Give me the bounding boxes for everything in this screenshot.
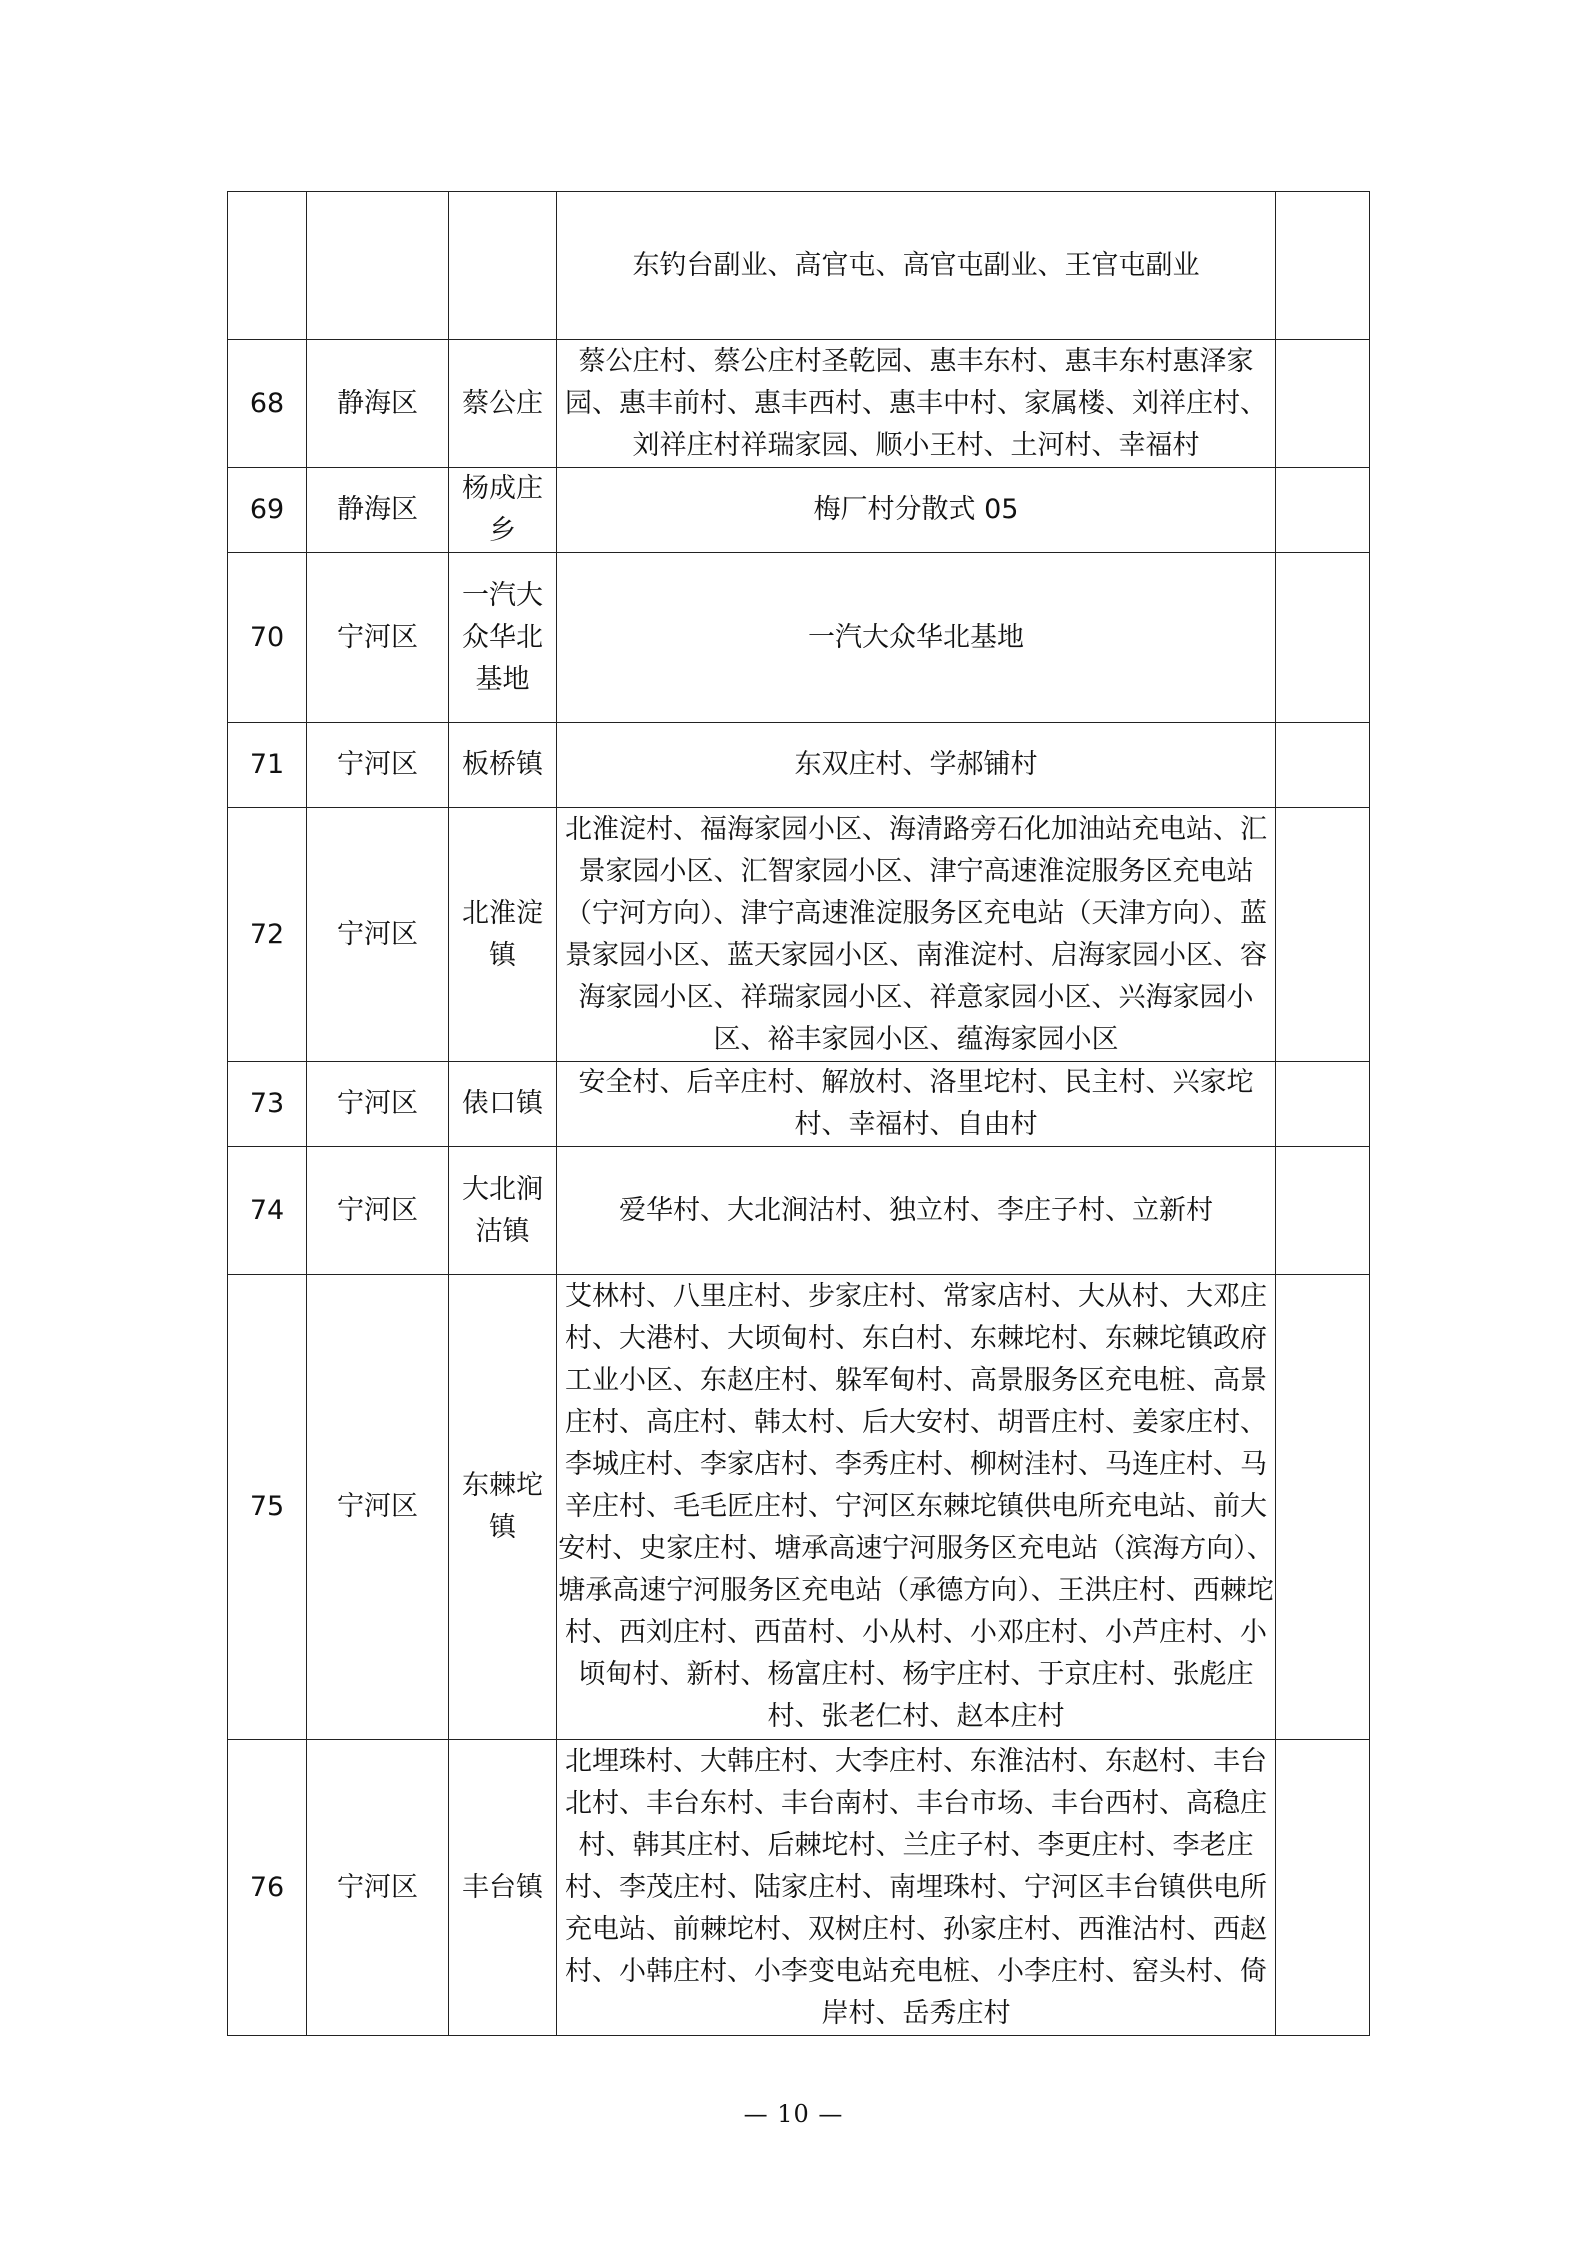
row-number: 73 <box>228 1062 307 1147</box>
table-row <box>228 1740 1370 2036</box>
table-row <box>228 808 1370 1062</box>
station-list-cell: 梅厂村分散式 05 <box>557 468 1276 553</box>
station-list-cell: 一汽大众华北基地 <box>557 553 1276 723</box>
district-cell: 宁河区 <box>307 1275 449 1740</box>
table-row <box>228 192 1370 340</box>
town-cell: 俵口镇 <box>449 1062 557 1147</box>
district-cell: 宁河区 <box>307 1062 449 1147</box>
town-cell: 大北涧沽镇 <box>449 1147 557 1275</box>
remark-cell <box>1276 723 1370 808</box>
document-page <box>227 191 1368 2036</box>
town-cell: 东棘坨镇 <box>449 1275 557 1740</box>
remark-cell <box>1276 192 1370 340</box>
remark-cell <box>1276 340 1370 468</box>
table-row <box>228 1062 1370 1147</box>
district-cell: 宁河区 <box>307 1147 449 1275</box>
station-list-cell: 安全村、后辛庄村、解放村、洛里坨村、民主村、兴家坨村、幸福村、自由村 <box>557 1062 1276 1147</box>
district-cell: 宁河区 <box>307 723 449 808</box>
district-cell: 静海区 <box>307 340 449 468</box>
remark-cell <box>1276 1062 1370 1147</box>
table-row <box>228 1275 1370 1740</box>
station-list-cell: 艾林村、八里庄村、步家庄村、常家店村、大从村、大邓庄村、大港村、大顷甸村、东白村、东棘坨村、东棘坨镇政府工业小区、东赵庄村、躲军甸村、高景服务区充电桩、高景庄村、高庄村、韩太村、后大安村、胡晋庄村、姜家庄村、李城庄村、李家店村、李秀庄村、柳树洼村、马连庄村、马辛庄村、毛毛匠庄村、宁河区东棘坨镇供电所充电站、前大安村、史家庄村、塘承高速宁河服务区充电站（滨海方向）、塘承高速宁河服务区充电站（承德方向）、王洪庄村、西棘坨村、西刘庄村、西苗村、小从村、小邓庄村、小芦庄村、小顷甸村、新村、杨富庄村、杨宇庄村、于京庄村、张彪庄村、张老仁村、赵本庄村 <box>557 1275 1276 1740</box>
row-number <box>228 192 307 340</box>
remark-cell <box>1276 1740 1370 2036</box>
row-number: 68 <box>228 340 307 468</box>
remark-cell <box>1276 808 1370 1062</box>
row-number: 69 <box>228 468 307 553</box>
town-cell: 丰台镇 <box>449 1740 557 2036</box>
district-cell: 宁河区 <box>307 808 449 1062</box>
table-row <box>228 468 1370 553</box>
district-cell: 静海区 <box>307 468 449 553</box>
row-number: 74 <box>228 1147 307 1275</box>
row-number: 72 <box>228 808 307 1062</box>
station-list-cell: 北埋珠村、大韩庄村、大李庄村、东淮沽村、东赵村、丰台北村、丰台东村、丰台南村、丰台市场、丰台西村、高稳庄村、韩其庄村、后棘坨村、兰庄子村、李更庄村、李老庄村、李茂庄村、陆家庄村、南埋珠村、宁河区丰台镇供电所充电站、前棘坨村、双树庄村、孙家庄村、西淮沽村、西赵村、小韩庄村、小李变电站充电桩、小李庄村、窑头村、倚岸村、岳秀庄村 <box>557 1740 1276 2036</box>
town-cell <box>449 192 557 340</box>
district-cell <box>307 192 449 340</box>
district-cell: 宁河区 <box>307 553 449 723</box>
remark-cell <box>1276 1147 1370 1275</box>
table-row <box>228 340 1370 468</box>
table-row <box>228 723 1370 808</box>
row-number: 76 <box>228 1740 307 2036</box>
town-cell: 北淮淀镇 <box>449 808 557 1062</box>
station-list-cell: 东钓台副业、高官屯、高官屯副业、王官屯副业 <box>557 192 1276 340</box>
remark-cell <box>1276 553 1370 723</box>
table-row <box>228 1147 1370 1275</box>
town-cell: 板桥镇 <box>449 723 557 808</box>
row-number: 71 <box>228 723 307 808</box>
town-cell: 蔡公庄 <box>449 340 557 468</box>
page-number: — 10 — <box>743 2100 844 2128</box>
district-cell: 宁河区 <box>307 1740 449 2036</box>
table-row <box>228 553 1370 723</box>
charging-station-table <box>227 191 1370 2036</box>
row-number: 75 <box>228 1275 307 1740</box>
town-cell: 一汽大众华北基地 <box>449 553 557 723</box>
station-list-cell: 北淮淀村、福海家园小区、海清路旁石化加油站充电站、汇景家园小区、汇智家园小区、津宁高速淮淀服务区充电站（宁河方向）、津宁高速淮淀服务区充电站（天津方向）、蓝景家园小区、蓝天家园小区、南淮淀村、启海家园小区、容海家园小区、祥瑞家园小区、祥意家园小区、兴海家园小区、裕丰家园小区、蕴海家园小区 <box>557 808 1276 1062</box>
town-cell: 杨成庄乡 <box>449 468 557 553</box>
remark-cell <box>1276 468 1370 553</box>
station-list-cell: 东双庄村、学郝铺村 <box>557 723 1276 808</box>
row-number: 70 <box>228 553 307 723</box>
station-list-cell: 爱华村、大北涧沽村、独立村、李庄子村、立新村 <box>557 1147 1276 1275</box>
station-list-cell: 蔡公庄村、蔡公庄村圣乾园、惠丰东村、惠丰东村惠泽家园、惠丰前村、惠丰西村、惠丰中村、家属楼、刘祥庄村、刘祥庄村祥瑞家园、顺小王村、土河村、幸福村 <box>557 340 1276 468</box>
remark-cell <box>1276 1275 1370 1740</box>
